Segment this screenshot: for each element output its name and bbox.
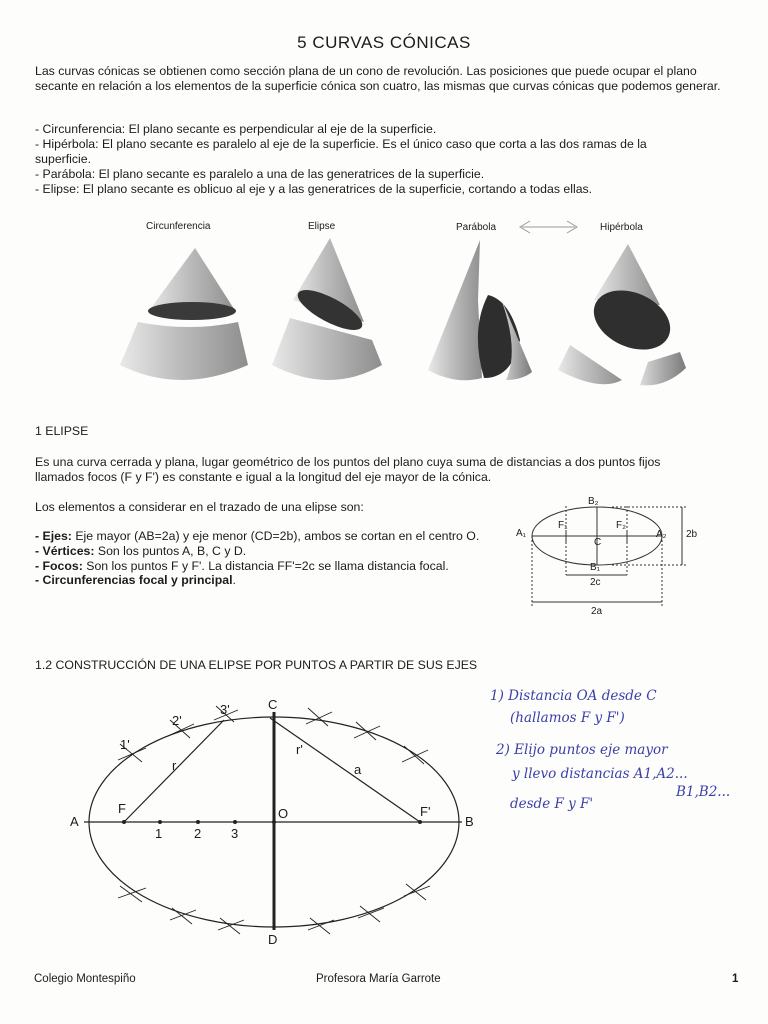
section2-title: 1.2 CONSTRUCCIÓN DE UNA ELIPSE POR PUNTOS A PARTIR DE SUS EJES	[35, 658, 478, 672]
cone-hiperbola	[558, 244, 686, 385]
label-A2: A₂	[656, 529, 667, 540]
label-point-1p: 1'	[120, 737, 130, 752]
element-vertices: - Vértices: Son los puntos A, B, C y D.	[35, 544, 247, 558]
caption-elipse: Elipse	[308, 221, 336, 232]
page-title: 5 CURVAS CÓNICAS	[297, 33, 471, 52]
label-point-3: 3	[231, 826, 239, 841]
handwritten-note-2: (hallamos F y F')	[510, 710, 625, 726]
label-point-2p: 2'	[172, 713, 182, 728]
label-F-prime: F'	[420, 804, 431, 819]
label-2a: 2a	[591, 606, 603, 617]
caption-circunferencia: Circunferencia	[146, 221, 211, 232]
label-a: a	[354, 762, 362, 777]
label-D: D	[268, 932, 278, 947]
page-number: 1	[732, 973, 739, 985]
label-F1: F₁	[558, 520, 568, 531]
bullet-hiperbola: - Hipérbola: El plano secante es paralelo al eje de la superficie. Es el único caso que corta a las dos ramas de la	[35, 137, 647, 151]
label-B1: B₁	[590, 562, 601, 573]
bullet-elipse: - Elipse: El plano secante es oblicuo al eje y a las generatrices de la superficie, cortando a todas ellas.	[35, 182, 593, 196]
handwritten-note-6: desde F y F'	[510, 796, 594, 812]
bullet-circunferencia: - Circunferencia: El plano secante es perpendicular al eje de la superficie.	[35, 122, 437, 136]
footer-teacher: Profesora María Garrote	[316, 973, 441, 985]
cone-elipse	[272, 238, 382, 380]
label-2b: 2b	[686, 529, 698, 540]
label-B2: B₂	[588, 496, 599, 507]
bullet-hiperbola-cont: superficie.	[35, 152, 92, 166]
label-C: C	[268, 697, 278, 712]
footer-school: Colegio Montespiño	[34, 973, 136, 985]
element-ejes: - Ejes: Eje mayor (AB=2a) y eje menor (CD=2b), ambos se cortan en el centro O.	[35, 529, 480, 543]
caption-hiperbola: Hipérbola	[600, 222, 643, 233]
handwritten-note-4: y llevo distancias A1,A2...	[512, 766, 688, 782]
caption-parabola: Parábola	[456, 222, 497, 233]
elements-intro: Los elementos a considerar en el trazado de una elipse son:	[35, 500, 364, 514]
label-B: B	[465, 814, 474, 829]
bullet-parabola: - Parábola: El plano secante es paralelo a una de las generatrices de la superficie.	[35, 167, 485, 181]
double-arrow-icon	[520, 221, 577, 233]
ellipse-definition-line2: llamados focos (F y F') es constante e igual a la longitud del eje mayor de la cónica.	[35, 470, 492, 484]
label-r: r	[172, 758, 177, 773]
handwritten-note-1: 1) Distancia OA desde C	[490, 688, 657, 704]
label-2c: 2c	[590, 577, 601, 588]
label-F: F	[118, 801, 126, 816]
element-circunferencias: - Circunferencias focal y principal.	[35, 573, 236, 587]
ellipse-definition-line1: Es una curva cerrada y plana, lugar geométrico de los puntos del plano cuya suma de distancias a dos puntos fijos	[35, 455, 661, 469]
handwritten-note-3: 2) Elijo puntos eje mayor	[496, 742, 668, 758]
label-A1: A₁	[516, 528, 527, 539]
label-r-prime: r'	[296, 742, 303, 757]
element-focos: - Focos: Son los puntos F y F'. La distancia FF'=2c se llama distancia focal.	[35, 559, 449, 573]
cone-parabola	[428, 240, 532, 380]
big-ellipse-diagram	[84, 706, 462, 934]
label-point-3p: 3'	[220, 702, 230, 717]
label-A: A	[70, 814, 79, 829]
label-O: O	[278, 806, 289, 821]
intro-paragraph: Las curvas cónicas se obtienen como sección plana de un cono de revolución. Las posiciones que puede ocupar el plano secante en relación a los elementos de la superficie cónica son cuatro, las mismas que curvas cónicas que podemos generar.	[35, 64, 721, 93]
label-F2: F₂	[616, 520, 626, 531]
section1-title: 1 ELIPSE	[35, 424, 89, 438]
cone-circunferencia	[120, 248, 248, 380]
small-ellipse-diagram	[532, 506, 686, 608]
handwritten-note-5: B1,B2...	[676, 784, 731, 800]
label-C-center: C	[594, 537, 602, 548]
label-point-2: 2	[194, 826, 202, 841]
label-point-1: 1	[155, 826, 163, 841]
